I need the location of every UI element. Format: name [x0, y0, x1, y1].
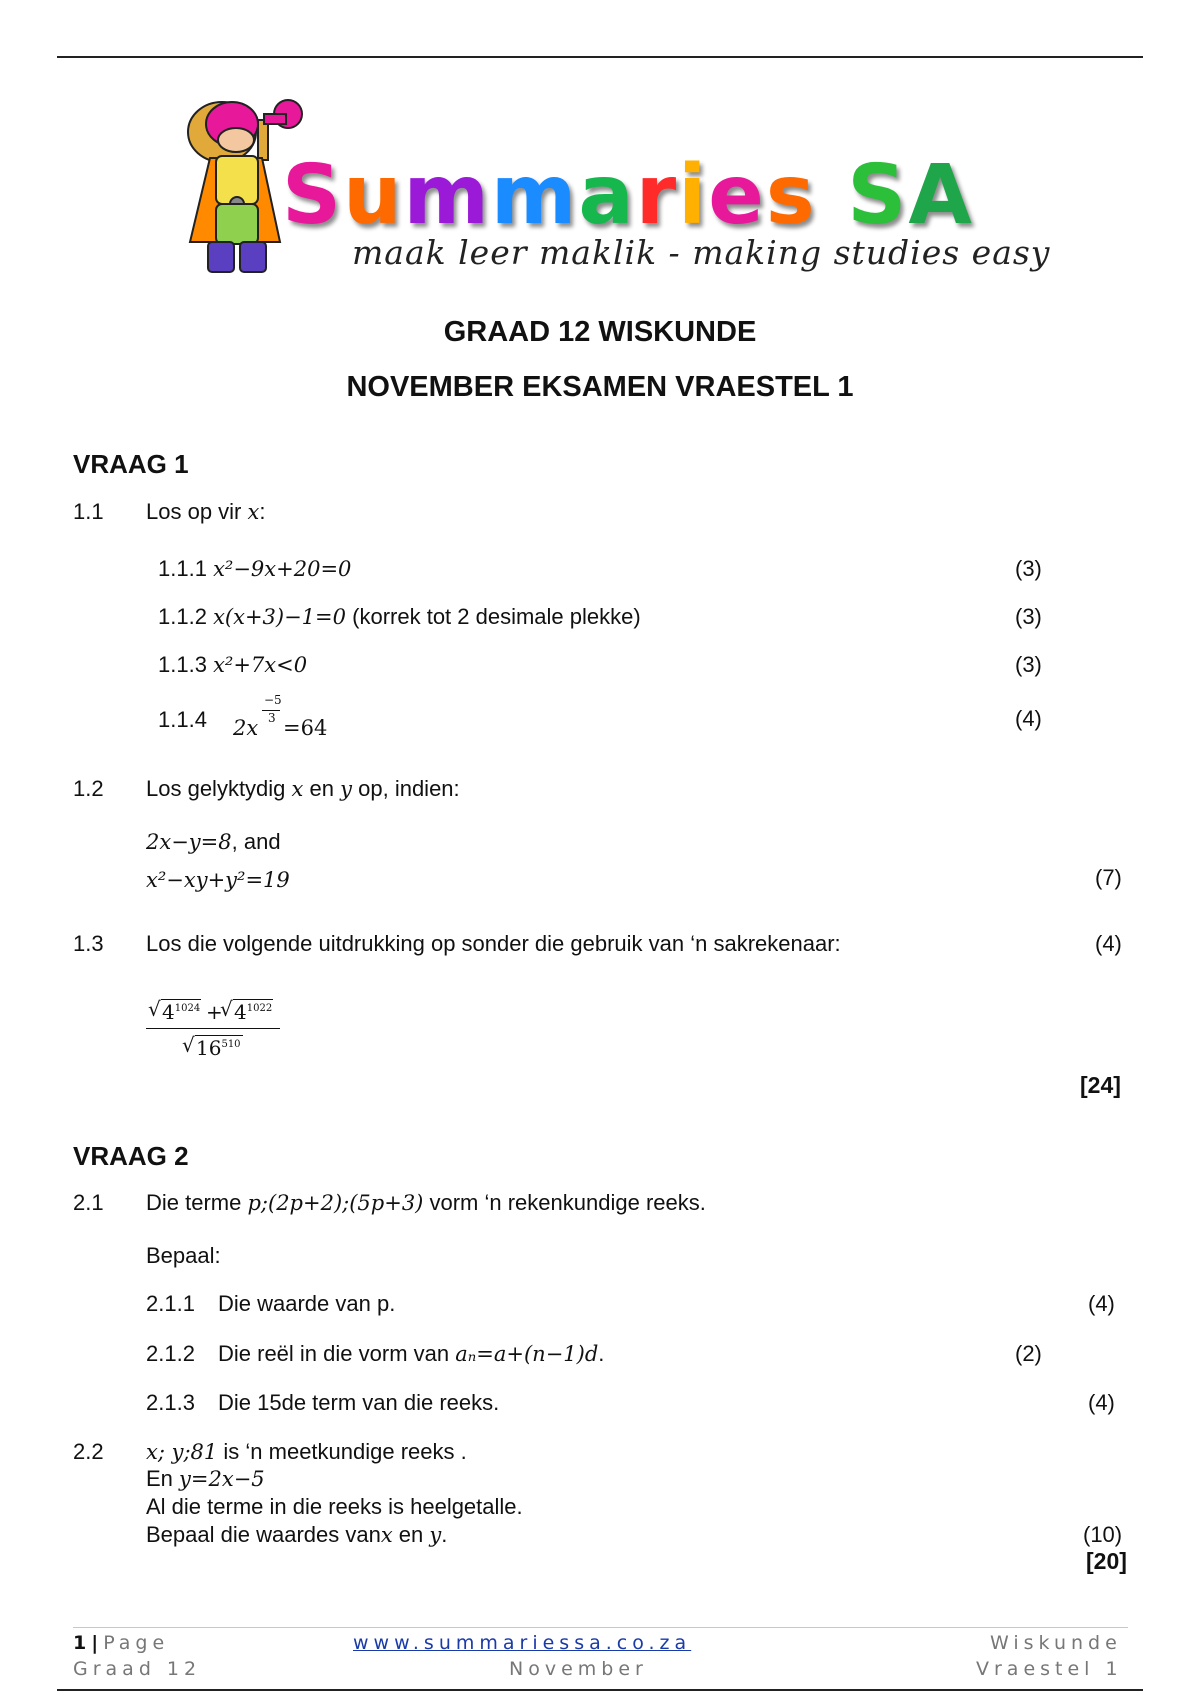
q2-1-1-number: 2.1.1 — [146, 1291, 195, 1316]
q2-1-2-mark: (2) — [1015, 1341, 1042, 1366]
q2-1-2-number: 2.1.2 — [146, 1341, 195, 1366]
q2-1-2-text: Die reël in die vorm van aₙ=a+(n−1)d. — [218, 1341, 605, 1366]
footer-subject: Wiskunde — [990, 1632, 1122, 1654]
q2-2-line-3: Al die terme in die reeks is heelgetalle. — [146, 1494, 523, 1519]
q1-1-4-rhs: =64 — [283, 716, 328, 740]
radical-sign-icon: √ — [182, 1033, 195, 1057]
q2-2-line-1: x; y;81 is ‘n meetkundige reeks . — [146, 1439, 467, 1464]
q1-1-3: 1.1.3 x²+7x<0 — [158, 652, 308, 677]
q2-1-3-number: 2.1.3 — [146, 1390, 195, 1415]
question-1-total: [24] — [1080, 1072, 1121, 1098]
q2-2-line-2: En y=2x−5 — [146, 1466, 265, 1491]
q1-2-equation-2: x²−xy+y²=19 — [146, 868, 290, 892]
radical-sign-icon: √ — [148, 997, 161, 1021]
footer-month: November — [509, 1658, 648, 1680]
q1-1-2-mark: (3) — [1015, 604, 1042, 629]
question-2-total: [20] — [1086, 1548, 1127, 1574]
q1-3-text: Los die volgende uitdrukking op sonder die gebruik van ‘n sakrekenaar: — [146, 931, 841, 956]
q1-3-denominator: $16^{510}$ — [196, 1036, 241, 1060]
q1-3-plus: + — [206, 1000, 223, 1024]
footer-grade: Graad 12 — [73, 1658, 202, 1680]
q1-1-4-exp-den: 3 — [268, 711, 276, 725]
q2-2-line-4: Bepaal die waardes vanx en y. — [146, 1522, 448, 1547]
q2-2-mark: (10) — [1083, 1522, 1123, 1547]
q2-1-number: 2.1 — [73, 1190, 104, 1215]
q1-2-mark: (7) — [1095, 865, 1122, 890]
footer-paper: Vraestel 1 — [976, 1658, 1123, 1680]
fraction-bar — [146, 1028, 280, 1029]
logo-wordmark: Summaries SA — [282, 148, 974, 243]
q1-1-1-mark: (3) — [1015, 556, 1042, 581]
q1-2-equation-1: 2x−y=8, and — [146, 829, 281, 854]
q2-1-1-text: Die waarde van p. — [218, 1291, 396, 1316]
q1-2-number: 1.2 — [73, 776, 104, 801]
q2-1-1-mark: (4) — [1088, 1291, 1115, 1316]
footer-rule — [73, 1627, 1128, 1628]
q1-1-4-number: 1.1.4 — [158, 707, 207, 732]
q1-1-4-base: 2x — [233, 716, 259, 740]
q1-3-term-b: $4^{1022}$ — [234, 1000, 273, 1024]
logo-tagline: maak leer maklik - making studies easy — [352, 233, 1051, 272]
page-title: GRAAD 12 WISKUNDE — [443, 316, 757, 348]
question-2-heading: VRAAG 2 — [73, 1141, 189, 1171]
q2-1-3-text: Die 15de term van die reeks. — [218, 1390, 500, 1415]
top-rule — [57, 56, 1143, 58]
question-1-heading: VRAAG 1 — [73, 449, 189, 479]
q2-2-number: 2.2 — [73, 1439, 104, 1464]
q1-2-text: Los gelyktydig x en y op, indien: — [146, 776, 460, 801]
radical-sign-icon: √ — [220, 997, 233, 1021]
q1-3-number: 1.3 — [73, 931, 104, 956]
q1-1-3-mark: (3) — [1015, 652, 1042, 677]
q2-1-3-mark: (4) — [1088, 1390, 1115, 1415]
q1-1-number: 1.1 — [73, 499, 104, 524]
footer-page: 1|Page — [73, 1632, 170, 1654]
q1-3-mark: (4) — [1095, 931, 1122, 956]
footer-website-link[interactable]: www.summariessa.co.za — [353, 1632, 692, 1654]
q1-1-4-mark: (4) — [1015, 706, 1042, 731]
q1-1-text: Los op vir x: — [146, 499, 266, 524]
q1-3-term-a: $4^{1024}$ — [162, 1000, 201, 1024]
q2-1-text: Die terme p;(2p+2);(5p+3) vorm ‘n rekenkundige reeks. — [146, 1190, 706, 1215]
bottom-rule — [57, 1689, 1143, 1691]
page-subtitle: NOVEMBER EKSAMEN VRAESTEL 1 — [346, 371, 854, 403]
q1-1-1: 1.1.1 x²−9x+20=0 — [158, 556, 352, 581]
q1-1-4-exp-num: −5 — [264, 693, 282, 707]
q1-1-2: 1.1.2 x(x+3)−1=0 (korrek tot 2 desimale plekke) — [158, 604, 641, 629]
q2-1-bepaal: Bepaal: — [146, 1243, 221, 1268]
